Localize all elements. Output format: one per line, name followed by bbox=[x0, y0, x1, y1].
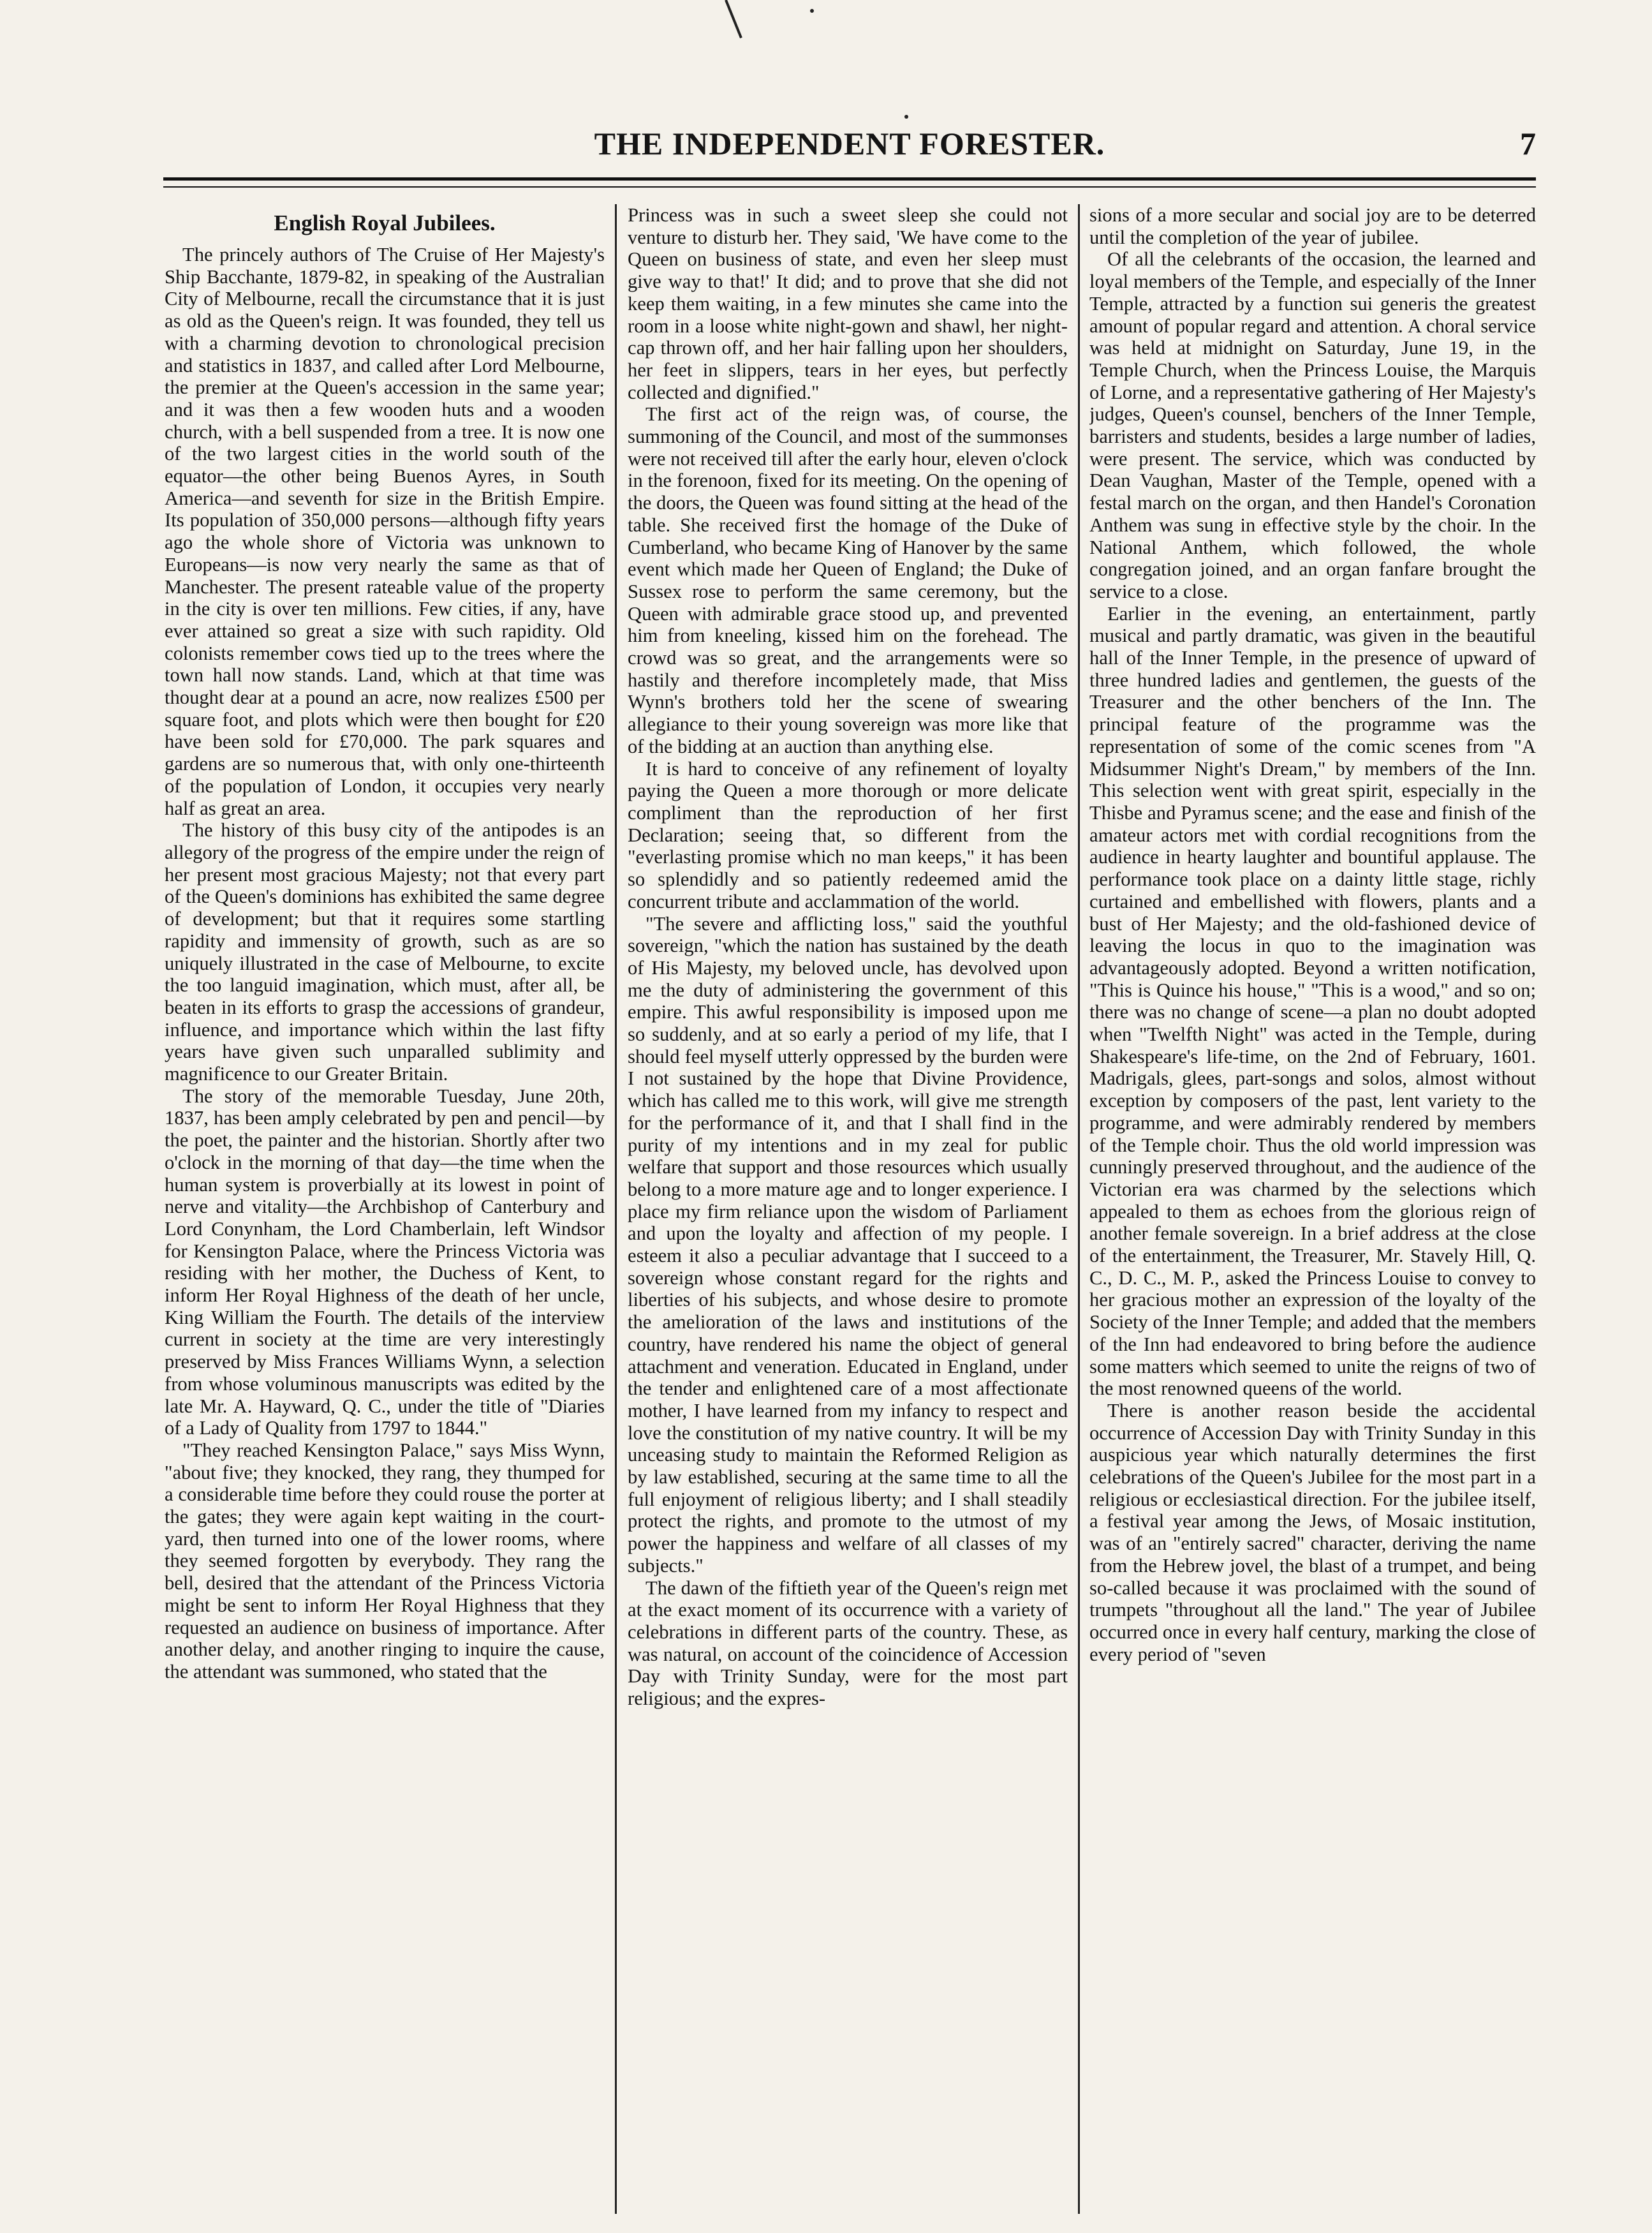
paragraph: "They reached Kensington Palace," says Miss Wynn, "about five; they knocked, they rang, they thumped for a considerable time before they could rouse the porter at the gates; they were again kept waiting in the court-yard, then turned into one of the lower rooms, where they seemed forgotten by everybody. They rang the bell, desired that the attendant of the Princess Victoria might be sent to inform Her Royal Highness that they requested an audience on business of importance. After another delay, and another ringing to inquire the cause, the attendant was summoned, who stated that the bbox=[165, 1439, 605, 1682]
paragraph: "The severe and afflicting loss," said the youthful sovereign, "which the nation has sustained by the death of His Majesty, my beloved uncle, has devolved upon me the duty of administering the government of this empire. This awful responsibility is imposed upon me so suddenly, and at so early a period of my life, that I should feel myself utterly oppressed by the burden were I not sustained by the hope that Divine Providence, which has called me to this work, will give me strength for the performance of it, and that I shall find in the purity of my intentions and in my zeal for public welfare that support and those resources which usually belong to a more mature age and to longer experience. I place my firm reliance upon the wisdom of Parliament and upon the loyalty and affection of my people. I esteem it also a peculiar advantage that I succeed to a sovereign whose constant regard for the rights and liberties of his subjects, and whose desire to promote the amelioration of the laws and institutions of the country, have rendered his name the object of general attachment and veneration. Educated in England, under the tender and enlightened care of a most affectionate mother, I have learned from my infancy to respect and love the constitution of my native country. It will be my unceasing study to maintain the Reformed Religion as by law established, securing at the same time to all the full enjoyment of religious liberty; and I shall steadily protect the rights, and promote to the utmost of my power the happiness and welfare of all classes of my subjects." bbox=[628, 912, 1068, 1576]
paragraph: The history of this busy city of the antipodes is an allegory of the progress of the empire under the reign of her present most gracious Majesty; not that every part of the Queen's dominions has exhibited the same degree of development; but that it requires some startling rapidity and immensity of growth, such as are so uniquely illustrated in the case of Melbourne, to excite the too languid imagination, which must, after all, be beaten in its efforts to grasp the accessions of grandeur, influence, and importance which within the last fifty years have given such unparalled sublimity and magnificence to our Greater Britain. bbox=[165, 819, 605, 1085]
article-title: English Royal Jubilees. bbox=[274, 211, 496, 235]
scan-artifact-dot bbox=[904, 115, 908, 119]
scan-artifact-stroke bbox=[725, 0, 742, 38]
paragraph: Of all the celebrants of the occasion, the learned and loyal members of the Temple, and especially of the Inner Temple, attracted by a function sui generis the greatest amount of popular regard and attention. A choral service was held at midnight on Saturday, June 19, in the Temple Church, when the Princess Louise, the Marquis of Lorne, and a representative gathering of Her Majesty's judges, Queen's counsel, benchers of the Inner Temple, barristers and students, besides a large number of ladies, were present. The service, which was conducted by Dean Vaughan, Master of the Temple, opened with a festal march on the organ, and then Handel's Coronation Anthem was sung in effective style by the choir. In the National Anthem, which followed, the whole congregation joined, and an organ fanfare brought the service to a close. bbox=[1089, 248, 1536, 602]
running-title: THE INDEPENDENT FORESTER. bbox=[594, 126, 1105, 161]
header-rule-thin bbox=[163, 186, 1536, 188]
column-1 bbox=[165, 204, 605, 2214]
paragraph: The princely authors of The Cruise of Her Majesty's Ship Bacchante, 1879-82, in speaking of the Australian City of Melbourne, recall the circumstance that it is just as old as the Queen's reign. It was founded, they tell us with a charming devotion to chronological precision and statistics in 1837, and called after Lord Melbourne, the premier at the Queen's accession in the same year; and it was then a few wooden huts and a wooden church, with a bell suspended from a tree. It is now one of the two largest cities in the world south of the equator—the other being Buenos Ayres, in South America—and seventh for size in the British Empire. Its population of 350,000 persons—although fifty years ago the whole shore of Victoria was unknown to Europeans—is now very nearly the same as that of Manchester. The present rateable value of the property in the city is over ten millions. Few cities, if any, have ever attained so great a size with such rapidity. Old colonists remember cows tied up to the trees where the town hall now stands. Land, which at that time was thought dear at a pound an acre, now realizes £500 per square foot, and plots which were then bought for £20 have been sold for £70,000. The park squares and gardens are so numerous that, with only one-thirteenth of the population of London, it occupies very nearly half as great an area. bbox=[165, 244, 605, 819]
column-3 bbox=[1089, 204, 1536, 2214]
column-divider bbox=[1078, 204, 1080, 2214]
column-2 bbox=[628, 204, 1068, 2214]
header-rule-thick bbox=[163, 177, 1536, 181]
paragraph: There is another reason beside the accidental occurrence of Accession Day with Trinity Sunday in this auspicious year which naturally determines the first celebrations of the Queen's Jubilee for the most part in a religious or ecclesiastical direction. For the jubilee itself, a festival year among the Jews, of Mosaic institution, was of an "entirely sacred" character, deriving the name from the Hebrew jovel, the blast of a trumpet, and being so-called because it was proclaimed with the sound of trumpets "throughout all the land." The year of Jubilee occurred once in every half century, marking the close of every period of "seven bbox=[1089, 1399, 1536, 1665]
paragraph: It is hard to conceive of any refinement of loyalty paying the Queen a more thorough or more delicate compliment than the reproduction of her first Declaration; seeing that, so different from the "everlasting promise which no man keeps," it has been so splendidly and so patiently redeemed amid the concurrent tribute and acclammation of the world. bbox=[628, 757, 1068, 912]
paragraph: The story of the memorable Tuesday, June 20th, 1837, has been amply celebrated by pen and pencil—by the poet, the painter and the historian. Shortly after two o'clock in the morning of that day—the time when the human system is proverbially at its lowest in point of nerve and vitality—the Archbishop of Canterbury and Lord Conynham, the Lord Chamberlain, left Windsor for Kensington Palace, where the Princess Victoria was residing with her mother, the Duchess of Kent, to inform Her Royal Highness of the death of her uncle, King William the Fourth. The details of the interview current in society at the time are very interestingly preserved by Miss Frances Williams Wynn, a selection from whose voluminous manuscripts was edited by the late Mr. A. Hayward, Q. C., under the title of "Diaries of a Lady of Quality from 1797 to 1844." bbox=[165, 1085, 605, 1439]
paragraph: The first act of the reign was, of course, the summoning of the Council, and most of the summonses were not received till after the early hour, eleven o'clock in the forenoon, fixed for its meeting. On the opening of the doors, the Queen was found sitting at the head of the table. She received first the homage of the Duke of Cumberland, who became King of Hanover by the same event which made her Queen of England; the Duke of Sussex rose to perform the same ceremony, but the Queen with admirable grace stood up, and prevented him from kneeling, kissed him on the forehead. The crowd was so great, and the arrangements were so hastily and therefore incompletely made, that Miss Wynn's brothers told her the scene of swearing allegiance to their young sovereign was more like that of the bidding at an auction than anything else. bbox=[628, 403, 1068, 757]
paragraph: The dawn of the fiftieth year of the Queen's reign met at the exact moment of its occurrence with a variety of celebrations in different parts of the country. These, as was natural, on account of the coincidence of Accession Day with Trinity Sunday, were for the most part religious; and the expres- bbox=[628, 1576, 1068, 1710]
column-divider bbox=[615, 204, 617, 2214]
paragraph: Earlier in the evening, an entertainment, partly musical and partly dramatic, was given in the beautiful hall of the Inner Temple, in the presence of upward of three hundred ladies and gentlemen, the guests of the Treasurer and the other benchers of the Inn. The principal feature of the programme was the representation of some of the comic scenes from "A Midsummer Night's Dream," by members of the Inn. This selection went with great spirit, especially in the Thisbe and Pyramus scene; and the ease and finish of the amateur actors met with cordial recognitions from the audience in hearty laughter and bountiful applause. The performance took place on a dainty little stage, richly curtained and embellished with flowers, plants and a bust of Her Majesty; and the old-fashioned device of leaving the locus in quo to the imagination was advantageously adopted. Beyond a written notification, "This is Quince his house," "This is a wood," and so on; there was no change of scene—a plan no doubt adopted when "Twelfth Night" was acted in the Temple, during Shakespeare's life-time, on the 2nd of February, 1601. Madrigals, glees, part-songs and solos, almost without exception by composers of the past, lent variety to the programme, and were admirably rendered by members of the Temple choir. Thus the old world impression was cunningly preserved throughout, and the audience of the Victorian era was charmed by the selections which appealed to them as echoes from the glorious reign of another female sovereign. In a brief address at the close of the entertainment, the Treasurer, Mr. Stavely Hill, Q. C., D. C., M. P., asked the Princess Louise to convey to her gracious mother an expression of the loyalty of the Society of the Inner Temple; and added that the members of the Inn had endeavored to bring before the audience some matters which seemed to unite the reigns of two of the most renowned queens of the world. bbox=[1089, 602, 1536, 1400]
page-header bbox=[163, 125, 1536, 170]
page-number: 7 bbox=[1520, 126, 1536, 161]
paragraph: sions of a more secular and social joy are to be deterred until the completion of the year of jubilee. bbox=[1089, 204, 1536, 248]
scan-artifact-dot bbox=[810, 9, 814, 13]
paragraph: Princess was in such a sweet sleep she could not venture to disturb her. They said, 'We have come to the Queen on business of state, and even her sleep must give way to that!' It did; and to prove that she did not keep them waiting, in a few minutes she came into the room in a loose white night-gown and shawl, her night-cap thrown off, and her hair falling upon her shoulders, her feet in slippers, tears in her eyes, but perfectly collected and dignified." bbox=[628, 204, 1068, 403]
